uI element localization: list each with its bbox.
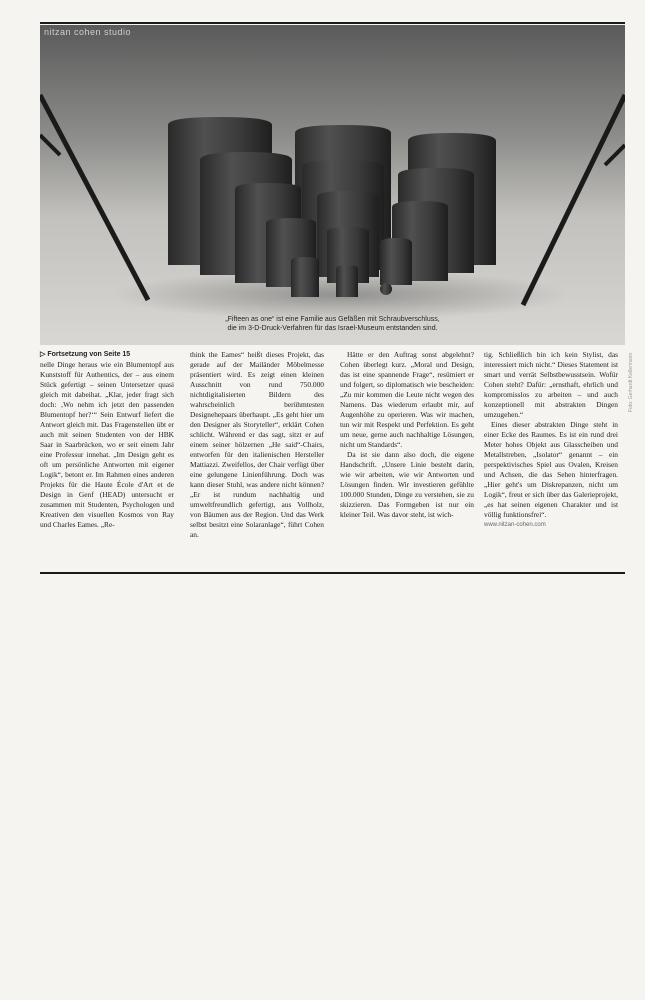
continued-note — [40, 350, 174, 360]
article-column-1 — [40, 350, 174, 530]
article-photo — [40, 25, 625, 345]
article-column-4 — [484, 350, 618, 530]
article-column-3 — [340, 350, 474, 520]
article-column-2 — [190, 350, 324, 540]
bottom-rule — [40, 572, 625, 574]
caption-line-1: „Fifteen as one“ ist eine Familie aus Gefäßen mit Schraubverschluss, — [225, 316, 440, 323]
column-1-text: nelle Dinge heraus wie ein Blumentopf aus Kunststoff für Authentics, der – aus einem Stück gefertigt – seinen Untersetzer quasi gleich mit dabeihat. „Klar, jeder fragt sich doch: ‚Wo nehm ich jetzt den passenden Blumentopf her?‘“ Sein Entwurf liefert die Antwort gleich mit. Das Fragenstellen übt er auch mit seinen Studenten von der HBK Saar in Saarbrücken, wo er seit einem Jahr eine Professur innehat. „Im Design geht es oft um persönliche Antworten mit eigener Logik“, betont er. Im Rahmen eines anderen Projekts für die Haute École d'Art et de Design in Genf (HEAD) untersucht er zusammen mit Studenten, Psychologen und Kreativen den visuellen Kosmos von Ray und Charles Eames. „Re- — [40, 360, 174, 529]
photo-caption — [40, 315, 625, 333]
column-2-text: think the Eames“ heißt dieses Projekt, das gerade auf der Mailänder Möbelmesse präsentiert wird. Es zeigt einen kleinen Ausschnitt von rund 750.000 nichtdigitalisierten Bildern des wahrscheinlich berühmtesten Designehepaars überhaupt. „Es geht hier um den Designer als Storyteller“, erklärt Cohen schlicht. Während er das sagt, sitzt er auf einem seiner hölzernen „He said“-Chairs, entworfen für den italienischen Hersteller Mattiazzi. Zweifellos, der Chair verfügt über eine gelungene Linienführung. Doch was kann dieser Stuhl, was andere nicht können? „Er ist rundum nachhaltig und umweltfreundlich gefertigt, aus Vollholz, von Bäumen aus der Region. Und das Werk selbst besitzt eine Solaranlage“, führt Cohen an. — [190, 350, 324, 539]
triangle-icon: ▷ — [40, 351, 46, 358]
vessels-illustration — [40, 25, 625, 345]
column-3-paragraph-2: Da ist sie dann also doch, die eigene Handschrift. „Unsere Linie besteht darin, wie wir arbeiten, wie wir Antworten und Lösungen finden. Wir investieren gefühlte 100.000 Stunden, Dinge zu verstehen, sie zu skizzieren. Das Formgeben ist nur ein kleiner Teil. Was davor steht, ist wich- — [340, 450, 474, 519]
website-url: www.nitzan-cohen.com — [484, 522, 546, 528]
column-3-paragraph-1: Hätte er den Auftrag sonst abgelehnt? Cohen überlegt kurz. „Moral und Design, das ist eine spannende Frage“, resümiert er und folgert, so diplomatisch wie bescheiden: „Zu mir kommen die Leute nicht wegen des Namens. Das wiederum erlaubt mir, auf Augenhöhe zu operieren. Was wir machen, tun wir mit Respekt und Perfektion. Es geht um neue, gerne auch nachhaltige Lösungen, nicht um Standards“. — [340, 350, 474, 449]
top-rule — [40, 22, 625, 24]
continued-label: Fortsetzung von Seite 15 — [47, 351, 131, 358]
column-4-paragraph-2: Eines dieser abstrakten Dinge steht in einer Ecke des Raumes. Es ist ein rund drei Meter hohes Objekt aus Glasscheiben und Metallstreben, „Isolator“ genannt – ein perspektivisches Spiel aus Ovalen, Kreisen und Achsen, die das Sehen hinterfragen. „Hier geht's um Diskrepanzen, nicht um Logik“, freut er sich über das Galerieprojekt, „es hat seinen eigenen Charakter und ist völlig funktionsfrei“. — [484, 420, 618, 519]
photo-watermark: nitzan cohen studio — [44, 27, 132, 37]
column-4-paragraph-1: tig. Schließlich bin ich kein Stylist, das interessiert mich nicht.“ Dieses Statement ist smart und verrät Selbstbewusstsein. Wofür Cohen steht? Dafür: „ernsthaft, ehrlich und kompromisslos zu arbeiten – und auch konzeptionell mit abstrakten Dingen umzugehen.“ — [484, 350, 618, 419]
photo-credit: Foto: Gerhardt Kellermann — [628, 352, 634, 412]
caption-line-2: die im 3-D-Druck-Verfahren für das Israel-Museum entstanden sind. — [227, 325, 438, 332]
